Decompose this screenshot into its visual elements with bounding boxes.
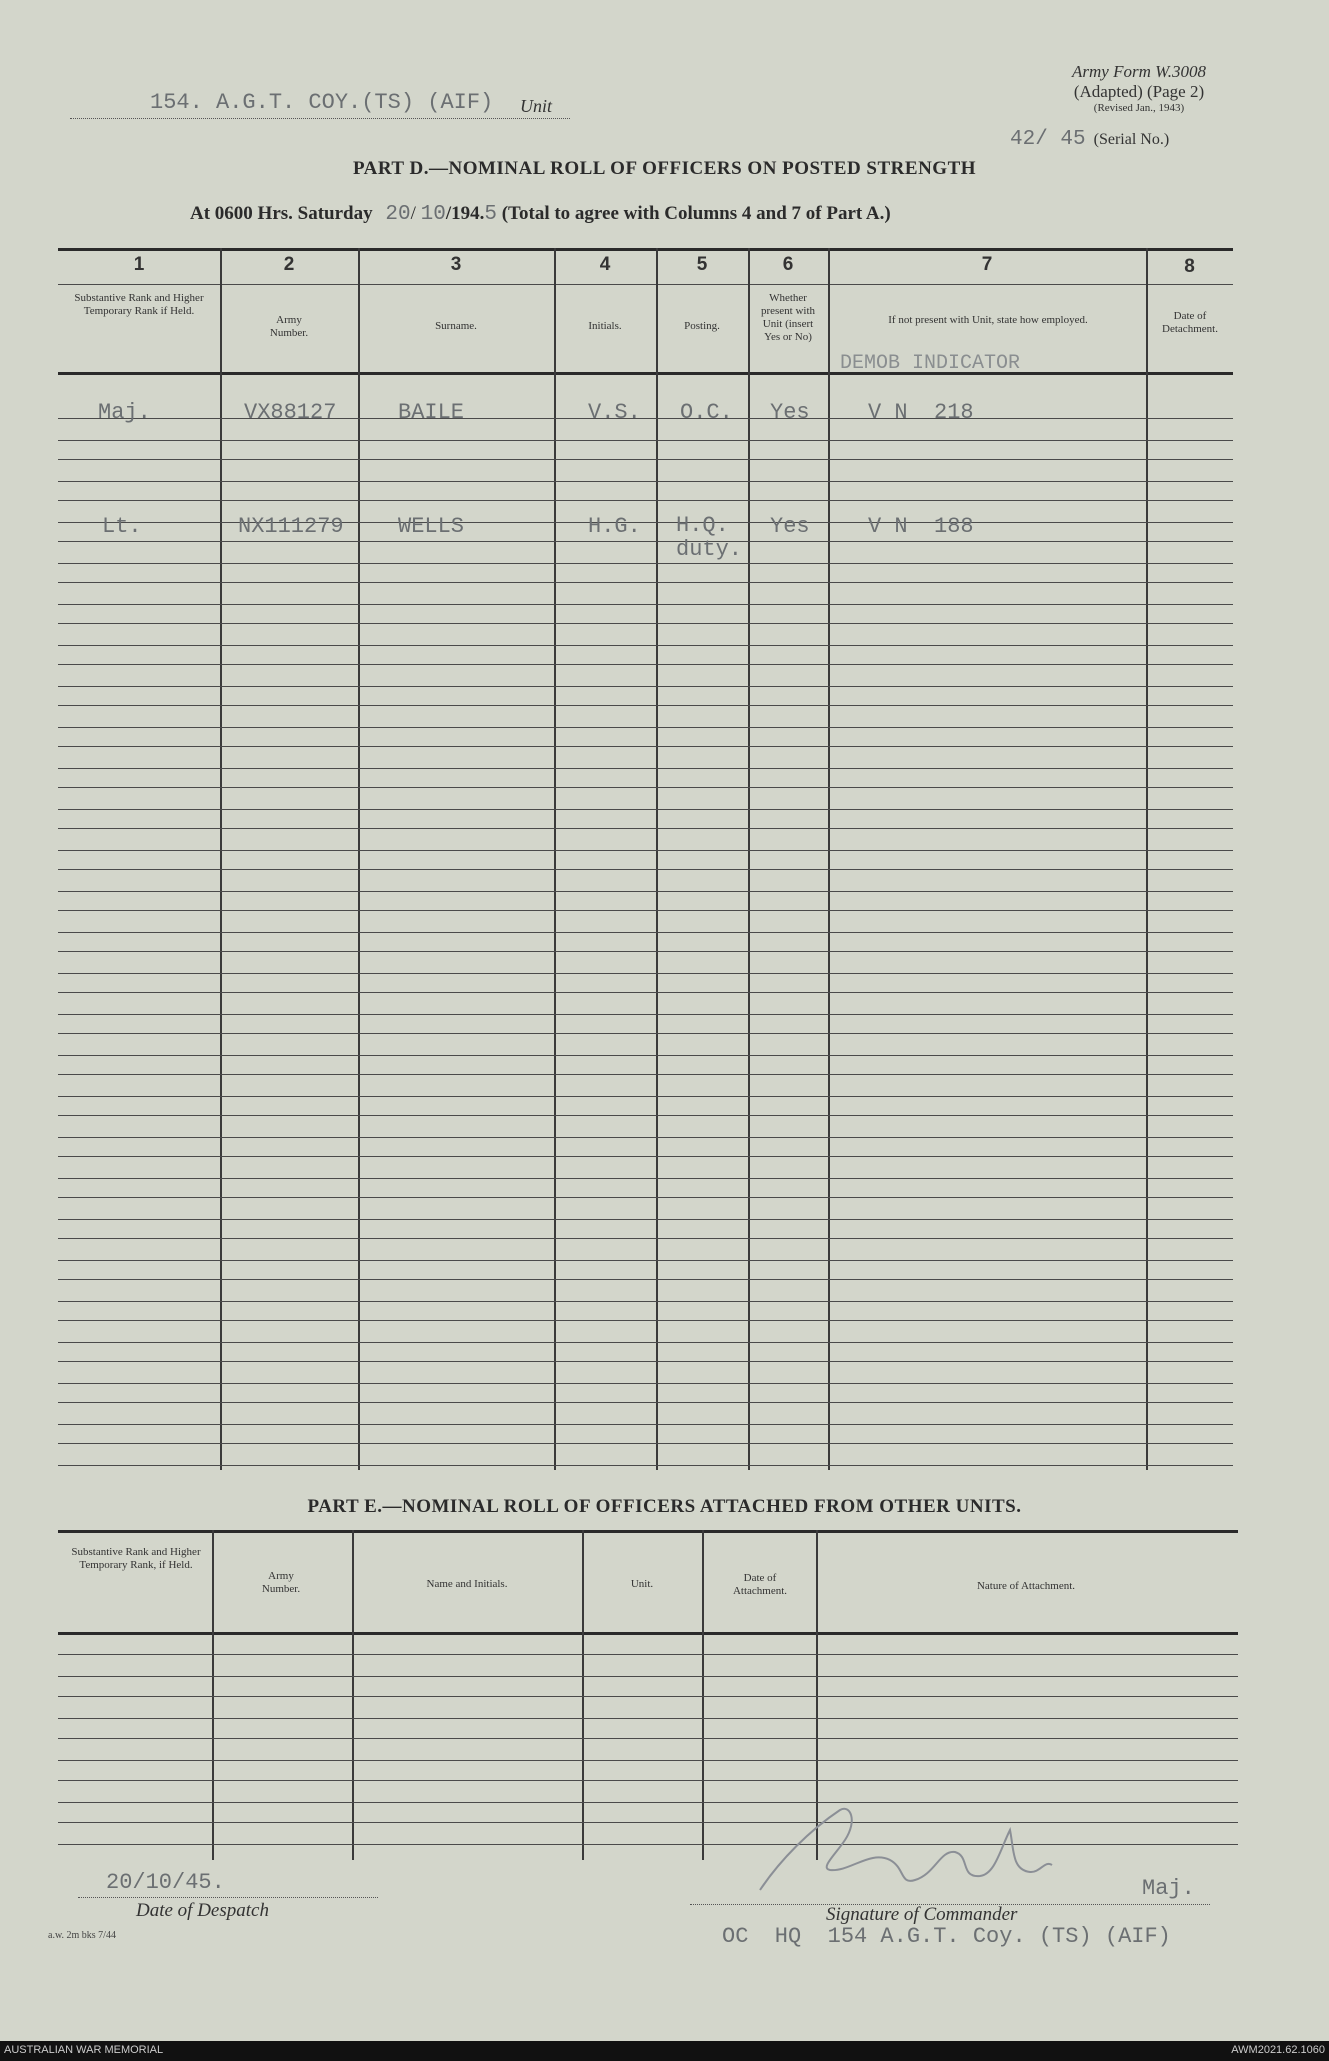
form-id-line1: Army Form W.3008 [1072, 62, 1206, 81]
ruled-line [58, 1676, 1238, 1677]
ruled-line [58, 1760, 1238, 1761]
ruled-line [58, 522, 1233, 523]
ruled-line [58, 992, 1233, 993]
ruled-line [58, 1096, 1233, 1097]
date-typed-month: 10 [420, 203, 446, 226]
row1-army-number: VX88127 [244, 400, 337, 425]
ruled-line [58, 418, 1233, 419]
date-suffix: (Total to agree with Columns 4 and 7 of Part A.) [501, 203, 891, 224]
ruled-line [58, 1238, 1233, 1239]
part-d-table [58, 248, 1233, 1470]
e-header-attach-date: Date of Attachment. [732, 1572, 788, 1597]
unit-line [70, 88, 570, 119]
row1-posting: O.C. [680, 400, 733, 425]
col-num-6: 6 [782, 254, 794, 275]
serial-number [1010, 128, 1250, 151]
ruled-line [58, 623, 1233, 624]
ruled-line [58, 891, 1233, 892]
ruled-line [58, 582, 1233, 583]
ruled-line [58, 951, 1233, 952]
ruled-line [58, 850, 1233, 851]
ruled-line [58, 1055, 1233, 1056]
ruled-line [58, 727, 1233, 728]
unit-label: Unit [520, 96, 553, 116]
row2-employed: V N 188 [868, 514, 974, 539]
serial-label: (Serial No.) [1093, 131, 1170, 148]
ruled-line [58, 459, 1233, 460]
despatch-date-label: Date of Despatch [136, 1900, 269, 1921]
col-num-8: 8 [1184, 256, 1195, 277]
ruled-line [58, 746, 1233, 747]
ruled-line [58, 787, 1233, 788]
despatch-date [78, 1870, 378, 1922]
col-num-5: 5 [696, 254, 708, 275]
ruled-line [58, 1137, 1233, 1138]
ruled-line [58, 664, 1233, 665]
ruled-line [58, 686, 1233, 687]
ruled-line [58, 768, 1233, 769]
ruled-line [58, 1320, 1233, 1321]
e-header-rank: Substantive Rank and Higher Temporary Rank, if Held. [71, 1546, 201, 1571]
row1-employed: V N 218 [868, 400, 974, 425]
signature-label: Signature of Commander [826, 1904, 1018, 1925]
form-id-line3: (Revised Jan., 1943) [1093, 102, 1185, 114]
row2-surname: WELLS [398, 514, 465, 539]
ruled-line [58, 1301, 1233, 1302]
ruled-line [58, 1738, 1238, 1739]
unit-typed: 154. A.G.T. COY.(TS) (AIF) [150, 90, 494, 115]
col-num-2: 2 [283, 254, 295, 275]
ruled-line [58, 541, 1233, 542]
part-e-title: PART E.—NOMINAL ROLL OF OFFICERS ATTACHED FROM OTHER UNITS. [307, 1496, 1022, 1517]
ruled-line [58, 1014, 1233, 1015]
ruled-line [58, 481, 1233, 482]
col-num-7: 7 [981, 254, 993, 275]
ruled-line [58, 500, 1233, 501]
archive-strip [0, 2041, 1329, 2061]
row1-rank: Maj. [98, 400, 151, 425]
commander-typed: OC HQ 154 A.G.T. Coy. (TS) (AIF) [722, 1924, 1171, 1949]
col-num-1: 1 [133, 254, 145, 275]
date-year-prefix: 194. [451, 203, 485, 224]
ruled-line [58, 869, 1233, 870]
ruled-line [58, 1424, 1233, 1425]
form-id-line2: (Adapted) (Page 2) [1073, 82, 1205, 101]
ruled-line [58, 1260, 1233, 1261]
e-header-army-number: Army Number. [261, 1570, 301, 1595]
ruled-line [58, 1780, 1238, 1781]
signature-mark [740, 1790, 1120, 1910]
header-army-number: Army Number. [269, 314, 309, 339]
ruled-line [58, 1178, 1233, 1179]
ruled-line [58, 645, 1233, 646]
printer-note: a.w. 2m bks 7/44 [48, 1930, 116, 1941]
header-posting: Posting. [684, 320, 720, 332]
archive-left: AUSTRALIAN WAR MEMORIAL [4, 2044, 164, 2056]
part-d-date-line: At 0600 Hrs. Saturday 20/ 10/194.5 (Total to agree with Columns 4 and 7 of Part A.) [190, 203, 891, 226]
ruled-line [58, 1115, 1233, 1116]
despatch-date-typed: 20/10/45. [106, 1870, 225, 1895]
row2-initials: H.G. [588, 514, 641, 539]
row1-surname: BAILE [398, 400, 465, 425]
ruled-line [58, 604, 1233, 605]
serial-typed: 42/ 45 [1010, 128, 1086, 151]
ruled-line [58, 1033, 1233, 1034]
header-initials: Initials. [588, 320, 622, 332]
ruled-line [58, 1156, 1233, 1157]
col-num-3: 3 [450, 254, 462, 275]
ruled-line [58, 1342, 1233, 1343]
form-identifier [1039, 62, 1239, 114]
row2-posting: H.Q. duty. [676, 513, 743, 562]
ruled-line [58, 809, 1233, 810]
ruled-line [58, 1074, 1233, 1075]
ruled-line [58, 1465, 1233, 1466]
ruled-line [58, 1219, 1233, 1220]
date-prefix: At 0600 Hrs. Saturday [190, 203, 373, 224]
ruled-line [58, 973, 1233, 974]
header-rank: Substantive Rank and Higher Temporary Rank if Held. [74, 292, 204, 317]
header-present: Whether present with Unit (insert Yes or No) [760, 292, 816, 343]
ruled-line [58, 705, 1233, 706]
header-employed: If not present with Unit, state how employed. [888, 314, 1088, 326]
ruled-line [58, 1718, 1238, 1719]
date-typed-day: 20 [385, 203, 411, 226]
archive-right: AWM2021.62.1060 [1231, 2044, 1325, 2056]
col7-typed-header: DEMOB INDICATOR [840, 352, 1021, 375]
row1-initials: V.S. [588, 400, 641, 425]
header-surname: Surname. [435, 320, 477, 332]
row1-present: Yes [770, 400, 810, 425]
ruled-line [58, 1696, 1238, 1697]
rank-typed: Maj. [1142, 1876, 1195, 1901]
ruled-line [58, 1402, 1233, 1403]
ruled-line [58, 1443, 1233, 1444]
ruled-line [58, 910, 1233, 911]
part-d-title: PART D.—NOMINAL ROLL OF OFFICERS ON POSTED STRENGTH [352, 158, 977, 179]
e-header-name: Name and Initials. [426, 1578, 508, 1590]
ruled-line [58, 440, 1233, 441]
ruled-line [58, 1361, 1233, 1362]
header-detachment: Date of Detachment. [1162, 310, 1218, 335]
row2-army-number: NX111279 [238, 514, 344, 539]
ruled-line [58, 1279, 1233, 1280]
ruled-line [58, 1654, 1238, 1655]
date-year-typed: 5 [484, 203, 497, 226]
ruled-line [58, 1197, 1233, 1198]
col-num-4: 4 [599, 254, 611, 275]
row2-rank: Lt. [102, 514, 142, 539]
row2-present: Yes [770, 514, 810, 539]
ruled-line [58, 932, 1233, 933]
ruled-line [58, 563, 1233, 564]
ruled-line [58, 1383, 1233, 1384]
ruled-line [58, 828, 1233, 829]
e-header-unit: Unit. [630, 1578, 654, 1590]
e-header-nature: Nature of Attachment. [976, 1580, 1076, 1592]
